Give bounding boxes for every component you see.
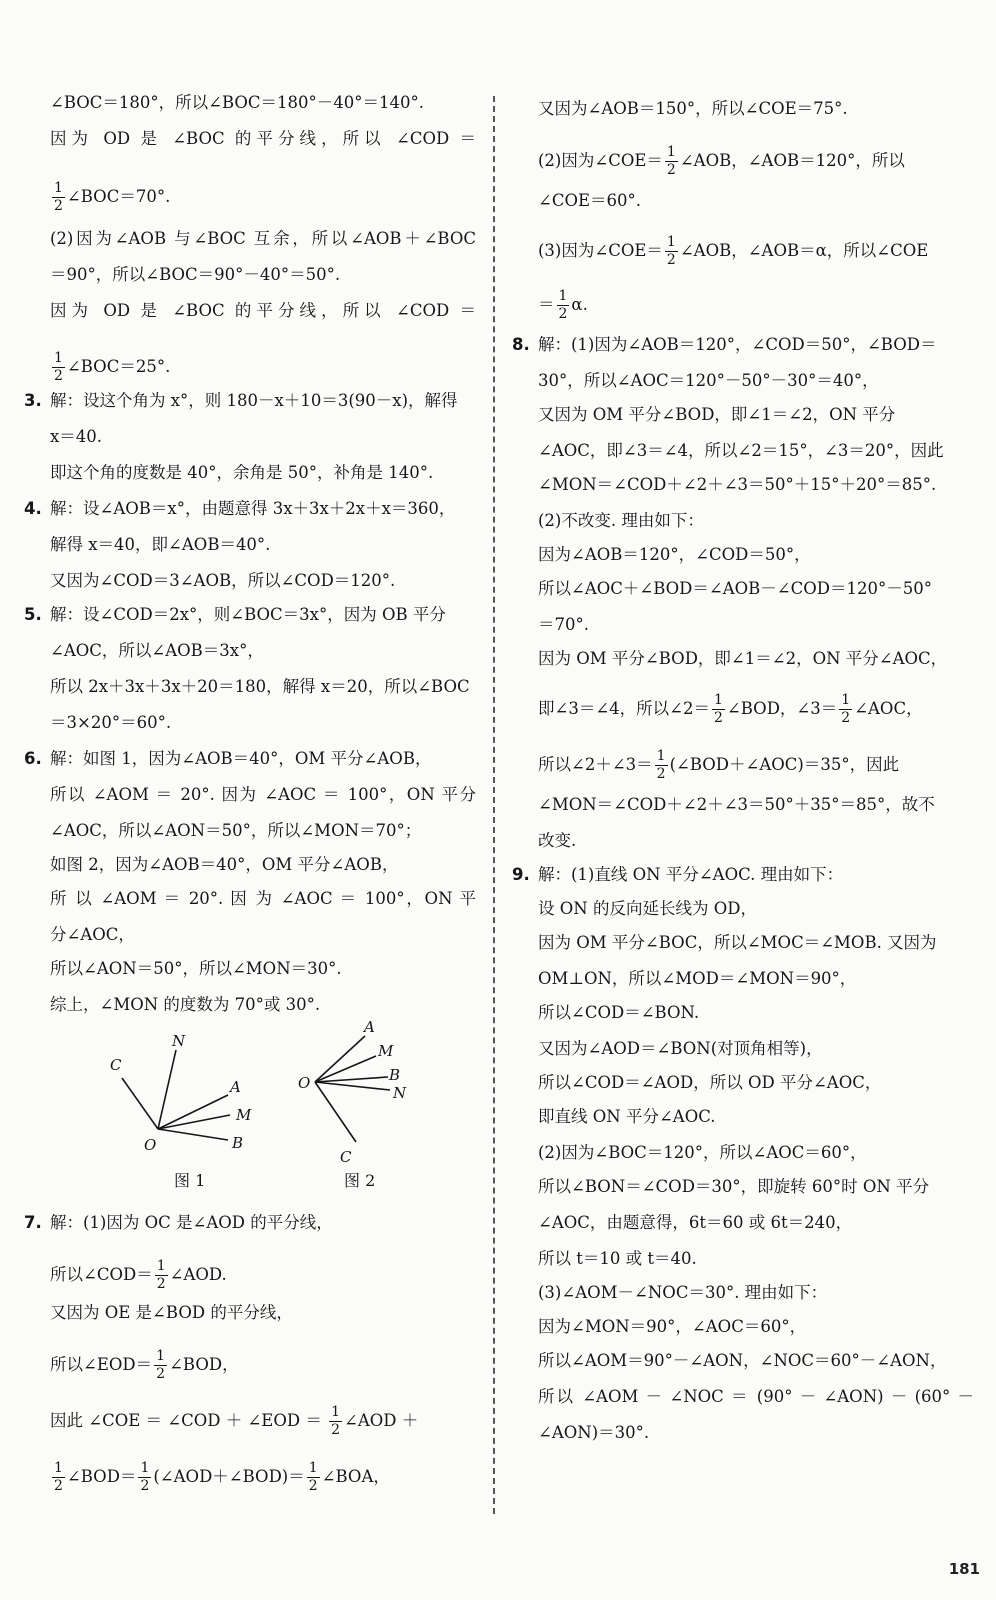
left-line [50,570,476,592]
text-segment: ∠AOB，∠AOB＝120°，所以 [679,151,905,170]
text-segment: (2)因为∠COE＝ [538,151,663,170]
ray-on [315,1082,390,1090]
text-segment: ∠MON＝∠COD＋∠2＋∠3＝50°＋35°＝85°，故不 [538,795,935,814]
right-line [538,1422,974,1444]
text-segment: ∠BOC＝180°，所以∠BOC＝180°－40°＝140°. [50,93,425,112]
fig1-label-b: B [232,1134,244,1152]
text-segment: 解得 x＝40，即∠AOB＝40°. [50,535,271,554]
fraction [307,1460,320,1495]
fraction [665,144,678,179]
right-line [538,404,974,426]
numerator: 1 [558,288,568,304]
right-line [538,98,974,120]
text-segment: α. [571,295,588,314]
denominator: 2 [308,1478,318,1494]
left-line [50,1258,476,1293]
text-segment: 所以∠2＋∠3＝ [538,755,653,774]
text-segment: 又因为 OM 平分∠BOD，即∠1＝∠2，ON 平分 [538,405,896,424]
numerator: 1 [656,748,666,764]
left-line [50,1404,476,1439]
text-segment: 解：(1)直线 ON 平分∠AOC. 理由如下： [538,865,844,884]
text-segment: ∠AOD ＋ [344,1411,419,1430]
problem-number: 8. [512,335,530,354]
left-line [50,1460,476,1495]
right-line [538,692,974,727]
text-segment: ∠BOD， [169,1355,239,1374]
right-line [538,748,974,783]
fraction [665,234,678,269]
page-number: 181 [948,1560,980,1578]
fig2-label-a: A [364,1018,375,1036]
text-segment: ∠BOC＝70°. [66,187,171,206]
fraction [52,350,65,385]
text-segment: 所以∠BON＝∠COD＝30°，即旋转 60°时 ON 平分 [538,1177,930,1196]
denominator: 2 [713,710,723,726]
text-segment: (2)因为∠AOB 与∠BOC 互余，所以∠AOB＋∠BOC [50,229,476,248]
text-segment: ∠BOD，∠3＝ [726,699,838,718]
text-segment: ＝ [538,295,555,314]
right-line [512,864,974,886]
left-line [50,228,476,250]
fig2-label-m: M [378,1042,394,1060]
right-line [538,144,974,179]
right-line [538,932,974,954]
fraction [839,692,852,727]
numerator: 1 [666,234,676,250]
fraction [712,692,725,727]
ray-om [158,1115,230,1129]
left-line [50,888,476,910]
text-segment: (3)因为∠COE＝ [538,241,663,260]
fraction [52,180,65,215]
denominator: 2 [558,306,568,322]
right-line [538,474,974,496]
fraction [557,288,570,323]
text-segment: (∠AOD＋∠BOD)＝ [153,1467,305,1486]
left-line [24,748,476,770]
denominator: 2 [54,198,63,214]
left-line [50,426,476,448]
right-line [538,1072,974,1094]
text-segment: 综上，∠MON 的度数为 70°或 30°. [50,995,321,1014]
text-segment: ∠AON)＝30°. [538,1423,650,1442]
denominator: 2 [841,710,851,726]
text-segment: 因为 OM 平分∠BOC，所以∠MOC＝∠MOB. 又因为 [538,933,937,952]
text-segment: 又因为∠AOD＝∠BON(对顶角相等)， [538,1039,823,1058]
ray-on [158,1050,176,1129]
text-segment: 即∠3＝∠4，所以∠2＝ [538,699,710,718]
problem-number: 6. [24,749,42,768]
text-segment: 因为∠MON＝90°，∠AOC＝60°， [538,1317,807,1336]
text-segment: ∠AOC，由题意得，6t＝60 或 6t＝240， [538,1213,853,1232]
denominator: 2 [54,368,63,384]
text-segment: 即这个角的度数是 40°，余角是 50°，补角是 140°. [50,463,434,482]
text-segment: 又因为 OE 是∠BOD 的平分线， [50,1303,293,1322]
left-line [24,390,476,412]
text-segment: 30°，所以∠AOC＝120°－50°－30°＝40°， [538,371,879,390]
denominator: 2 [666,162,676,178]
right-line [538,370,974,392]
text-segment: 解：(1)因为 OC 是∠AOD 的平分线， [50,1213,333,1232]
right-line [538,440,974,462]
right-line [538,1316,974,1338]
left-line [50,924,476,946]
text-segment: OM⊥ON，所以∠MOD＝∠MON＝90°， [538,969,857,988]
right-line [538,898,974,920]
left-line [50,1348,476,1383]
ray-oc [122,1078,158,1129]
ray-ob [158,1129,228,1140]
left-line [50,676,476,698]
right-line [538,190,974,212]
fig1-label-c: C [110,1056,122,1074]
text-segment: (2)因为∠BOC＝120°，所以∠AOC＝60°， [538,1143,867,1162]
left-line [50,712,476,734]
denominator: 2 [156,1366,166,1382]
text-segment: 所以 t＝10 或 t＝40. [538,1249,697,1268]
fig1-label-m: M [236,1106,252,1124]
fraction [329,1404,342,1439]
text-segment: 所以 ∠AOM － ∠NOC ＝ (90° － ∠AON) － (60° － [538,1387,974,1406]
text-segment: ∠COE＝60°. [538,191,642,210]
text-segment: 所以∠AOM＝90°－∠AON，∠NOC＝60°－∠AON， [538,1351,947,1370]
numerator: 1 [156,1258,166,1274]
text-segment: 又因为∠COD＝3∠AOB，所以∠COD＝120°. [50,571,396,590]
text-segment: 解：设∠AOB＝x°，由题意得 3x＋3x＋2x＋x＝360， [50,499,456,518]
denominator: 2 [666,252,676,268]
ray-oa [158,1095,228,1129]
denominator: 2 [54,1478,63,1494]
right-line [538,1248,974,1270]
numerator: 1 [713,692,723,708]
text-segment: 即直线 ON 平分∠AOC. [538,1107,716,1126]
text-segment: 所以 ∠AOM ＝ 20°. 因为 ∠AOC ＝ 100°，ON 平分 [50,785,476,804]
fraction [52,1460,65,1495]
right-line [538,1106,974,1128]
numerator: 1 [54,350,63,366]
right-line [538,968,974,990]
text-segment: 所以∠AOC＋∠BOD＝∠AOB－∠COD＝120°－50° [538,579,932,598]
right-line [538,234,974,269]
fraction [138,1460,151,1495]
right-line [538,1142,974,1164]
text-segment: 解：(1)因为∠AOB＝120°，∠COD＝50°，∠BOD＝ [538,335,937,354]
fig2-label-o: O [298,1074,311,1092]
left-line [24,498,476,520]
right-line [538,1212,974,1234]
denominator: 2 [656,766,666,782]
fig2-label-b: B [389,1066,401,1084]
problem-number: 7. [24,1213,42,1232]
text-segment: (2)不改变. 理由如下： [538,511,704,530]
numerator: 1 [841,692,851,708]
text-segment: (3)∠AOM－∠NOC＝30°. 理由如下： [538,1283,828,1302]
denominator: 2 [331,1422,340,1438]
text-segment: 所以∠COD＝∠AOD，所以 OD 平分∠AOC， [538,1073,882,1092]
left-line [50,958,476,980]
text-segment: 解：如图 1，因为∠AOB＝40°，OM 平分∠AOB， [50,749,432,768]
right-line [538,578,974,600]
left-line [50,640,476,662]
left-line [50,1302,476,1324]
left-line [50,350,476,385]
right-line [538,1386,974,1408]
left-line [50,128,476,150]
denominator: 2 [140,1478,150,1494]
column-divider [493,96,495,1514]
fig1-label-n: N [172,1032,186,1050]
text-segment: ∠BOD＝ [66,1467,137,1486]
numerator: 1 [54,1460,63,1476]
fig1-label-o: O [144,1136,157,1154]
text-segment: 所以∠COD＝ [50,1265,153,1284]
numerator: 1 [331,1404,340,1420]
left-line [24,1212,476,1234]
fig1-label-a: A [230,1078,241,1096]
text-segment: 因此 ∠COE ＝ ∠COD ＋ ∠EOD ＝ [50,1411,328,1430]
problem-number: 9. [512,865,530,884]
text-segment: 解：设这个角为 x°，则 180－x＋10＝3(90－x)，解得 [50,391,458,410]
text-segment: 又因为∠AOB＝150°，所以∠COE＝75°. [538,99,848,118]
text-segment: ＝70°. [538,615,589,634]
numerator: 1 [140,1460,150,1476]
ray-oa [315,1036,365,1082]
left-line [50,534,476,556]
right-line [538,1350,974,1372]
text-segment: 因为 OD 是 ∠BOC 的平分线，所以 ∠COD ＝ [50,129,476,148]
right-line [538,1002,974,1024]
right-line [538,648,974,670]
text-segment: x＝40. [50,427,103,446]
left-line [50,462,476,484]
text-segment: 所以 2x＋3x＋3x＋20＝180，解得 x＝20，所以∠BOC [50,677,470,696]
fig2-label-c: C [340,1148,352,1164]
right-line [538,1176,974,1198]
numerator: 1 [666,144,676,160]
text-segment: ＝3×20°＝60°. [50,713,172,732]
text-segment: 解：设∠COD＝2x°，则∠BOC＝3x°，因为 OB 平分 [50,605,446,624]
numerator: 1 [156,1348,166,1364]
numerator: 1 [308,1460,318,1476]
right-line [538,794,974,816]
text-segment: 所以∠AON＝50°，所以∠MON＝30°. [50,959,342,978]
right-line [538,544,974,566]
text-segment: 设 ON 的反向延长线为 OD， [538,899,757,918]
left-line [50,820,476,842]
text-segment: ∠AOB，∠AOB＝α，所以∠COE [679,241,929,260]
text-segment: ∠AOC， [854,699,923,718]
text-segment: ∠MON＝∠COD＋∠2＋∠3＝50°＋15°＋20°＝85°. [538,475,937,494]
text-segment: ∠AOC，所以∠AOB＝3x°， [50,641,264,660]
figure-2 [290,1014,420,1164]
left-line [50,300,476,322]
figure-1 [100,1030,270,1160]
left-line [50,994,476,1016]
numerator: 1 [54,180,63,196]
text-segment: 因为∠AOB＝120°，∠COD＝50°， [538,545,811,564]
text-segment: 因为 OD 是 ∠BOC 的平分线，所以 ∠COD ＝ [50,301,476,320]
right-line [538,614,974,636]
text-segment: ∠AOC，所以∠AON＝50°，所以∠MON＝70°； [50,821,422,840]
denominator: 2 [156,1276,166,1292]
text-segment: ∠AOC，即∠3＝∠4，所以∠2＝15°，∠3＝20°，因此 [538,441,944,460]
right-line [538,510,974,532]
right-line [538,1038,974,1060]
left-line [50,92,476,114]
text-segment: ＝90°，所以∠BOC＝90°－40°＝50°. [50,265,341,284]
left-line [50,180,476,215]
fraction [155,1258,168,1293]
text-segment: 改变. [538,831,577,850]
problem-number: 3. [24,391,42,410]
left-line [50,264,476,286]
text-segment: 如图 2，因为∠AOB＝40°，OM 平分∠AOB， [50,855,399,874]
figure-2-caption: 图 2 [344,1171,376,1190]
text-segment: ∠BOA， [321,1467,390,1486]
text-segment: 因为 OM 平分∠BOD，即∠1＝∠2，ON 平分∠AOC， [538,649,948,668]
left-line [24,604,476,626]
fig2-label-n: N [393,1084,407,1102]
text-segment: 分∠AOC， [50,925,135,944]
left-line [50,854,476,876]
text-segment: ∠AOD. [169,1265,227,1284]
right-line [512,334,974,356]
text-segment: (∠BOD＋∠AOC)＝35°，因此 [669,755,900,774]
text-segment: 所以∠EOD＝ [50,1355,153,1374]
right-line [538,830,974,852]
text-segment: 所以∠COD＝∠BON. [538,1003,700,1022]
right-line [538,1282,974,1304]
figure-1-caption: 图 1 [174,1171,206,1190]
left-line [50,784,476,806]
fraction [154,1348,167,1383]
text-segment: 所 以 ∠AOM ＝ 20°. 因 为 ∠AOC ＝ 100°，ON 平 [50,889,476,908]
right-line [538,288,974,323]
problem-number: 5. [24,605,42,624]
problem-number: 4. [24,499,42,518]
fraction [655,748,668,783]
ray-oc [315,1082,356,1142]
text-segment: ∠BOC＝25°. [66,357,171,376]
